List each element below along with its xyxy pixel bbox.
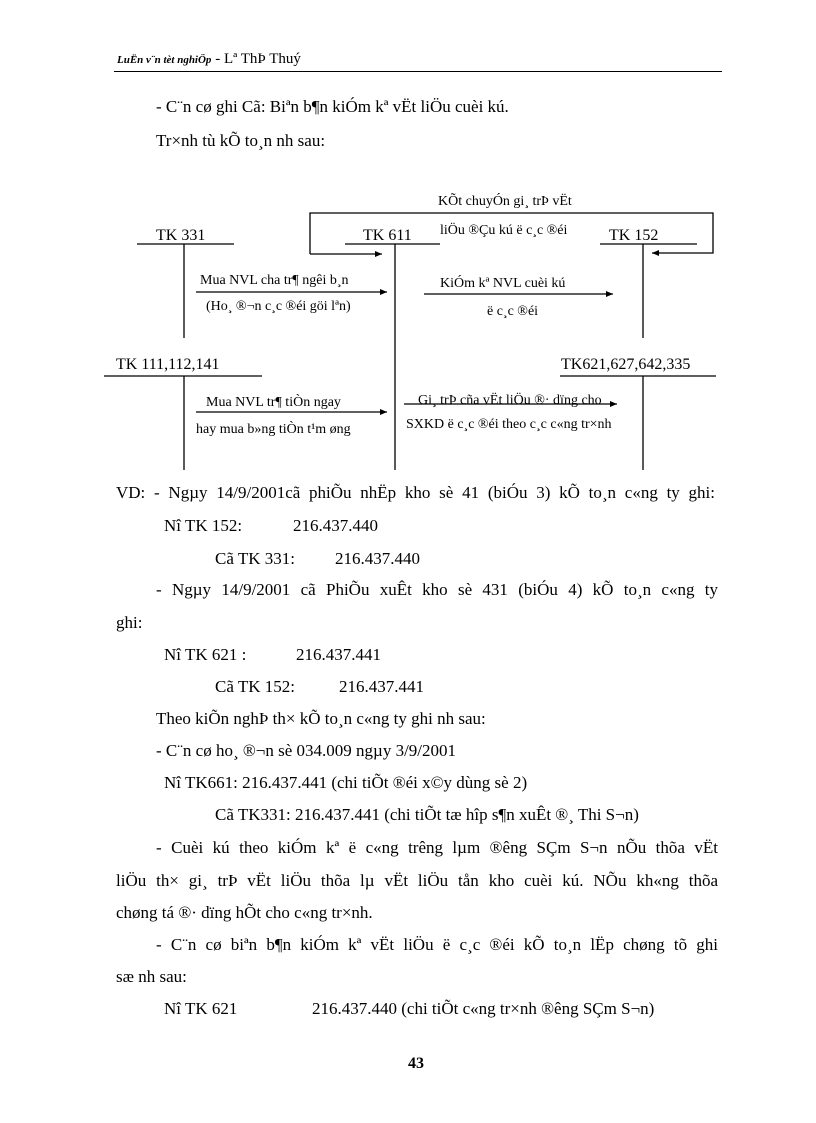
para1-line-3: chøng tá ®· dïng hÕt cho c«ng tr×nh. — [116, 903, 373, 922]
loop-label-line-1: KÕt chuyÓn gi¸ trÞ vËt — [438, 194, 572, 209]
entry-last-label: Nî TK 621 — [164, 999, 238, 1018]
arrow1-label-2: (Ho¸ ®¬n c¸c ®éi göi lªn) — [206, 299, 351, 314]
account-tk621: TK621,627,642,335 — [561, 356, 691, 373]
arrow4-label-1: Gi¸ trÞ cña vËt liÖu ®· dïng cho — [418, 393, 602, 408]
para2-line-2: sæ nh sau: — [116, 967, 187, 986]
entry-co331-value: 216.437.440 — [335, 549, 420, 568]
account-tk331: TK 331 — [156, 227, 206, 244]
entry-co152-value: 216.437.441 — [339, 677, 424, 696]
entry-co331-label: Cã TK 331: — [215, 549, 295, 568]
entry-co331b: Cã TK331: 216.437.441 (chi tiÕt tæ hîp s¶n xuÊt ®¸ Thi S¬n) — [215, 805, 639, 824]
arrow3-label-1: Mua NVL tr¶ tiÒn ngay — [206, 395, 341, 410]
page-number: 43 — [408, 1055, 424, 1072]
para2-line-1: - C¨n cø biªn b¶n kiÓm kª vËt liÖu ë c¸c ®éi kÕ to¸n lËp chøng tõ ghi — [156, 935, 718, 954]
entry-no621-label: Nî TK 621 : — [164, 645, 247, 664]
intro-line-1: - C¨n cø ghi Cã: Biªn b¶n kiÓm kª vËt liÖu cuèi kú. — [156, 97, 509, 116]
header-author: Lª ThÞ Thuý — [223, 51, 301, 67]
arrow1-label-1: Mua NVL cha tr¶ ngêi b¸n — [200, 273, 349, 288]
line-431-a: - Ngµy 14/9/2001 cã PhiÕu xuÊt kho sè 431 (biÓu 4) kÕ to¸n c«ng ty — [156, 580, 718, 599]
intro-line-2: Tr×nh tù kÕ to¸n nh sau: — [156, 131, 326, 150]
account-tk152: TK 152 — [609, 227, 659, 244]
header-thesis-label: LuËn v¨n tèt nghiÖp — [117, 54, 212, 66]
arrow2-label-1: KiÓm kª NVL cuèi kú — [440, 276, 566, 291]
can-cu-hoa-don: - C¨n cø ho¸ ®¬n sè 034.009 ngµy 3/9/2001 — [156, 741, 457, 760]
entry-co152-label: Cã TK 152: — [215, 677, 295, 696]
line-431-b: ghi: — [116, 613, 143, 632]
arrow4-label-2: SXKD ë c¸c ®éi theo c¸c c«ng tr×nh — [406, 417, 612, 432]
header-separator: - — [215, 51, 221, 67]
theo-kien-nghi: Theo kiÕn nghÞ th× kÕ to¸n c«ng ty ghi nh sau: — [156, 709, 486, 728]
entry-no152-label: Nî TK 152: — [164, 516, 243, 535]
entry-no621-value: 216.437.441 — [296, 645, 381, 664]
vd-line: VD: - Ngµy 14/9/2001cã phiÕu nhËp kho sè 41 (biÓu 3) kÕ to¸n c«ng ty ghi: — [116, 483, 715, 502]
para1-line-1: - Cuèi kú theo kiÓm kª ë c«ng trêng lµm ®êng SÇm S¬n nÕu thõa vËt — [156, 838, 718, 857]
para1-line-2: liÖu th× gi¸ trÞ vËt liÖu thõa lµ vËt liÖu tån kho cuèi kú. NÕu kh«ng thõa — [116, 871, 718, 890]
account-tk111: TK 111,112,141 — [116, 356, 220, 373]
entry-no661: Nî TK661: 216.437.441 (chi tiÕt ®éi x©y dùng sè 2) — [164, 773, 528, 792]
account-tk611: TK 611 — [363, 227, 412, 244]
arrow3-label-2: hay mua b»ng tiÒn t¹m øng — [196, 422, 351, 437]
loop-label-line-2: liÖu ®Çu kú ë c¸c ®éi — [440, 223, 568, 238]
entry-no152-value: 216.437.440 — [293, 516, 378, 535]
entry-last-rest: 216.437.440 (chi tiÕt c«ng tr×nh ®êng SÇm S¬n) — [312, 999, 655, 1018]
arrow2-label-2: ë c¸c ®éi — [487, 304, 539, 319]
